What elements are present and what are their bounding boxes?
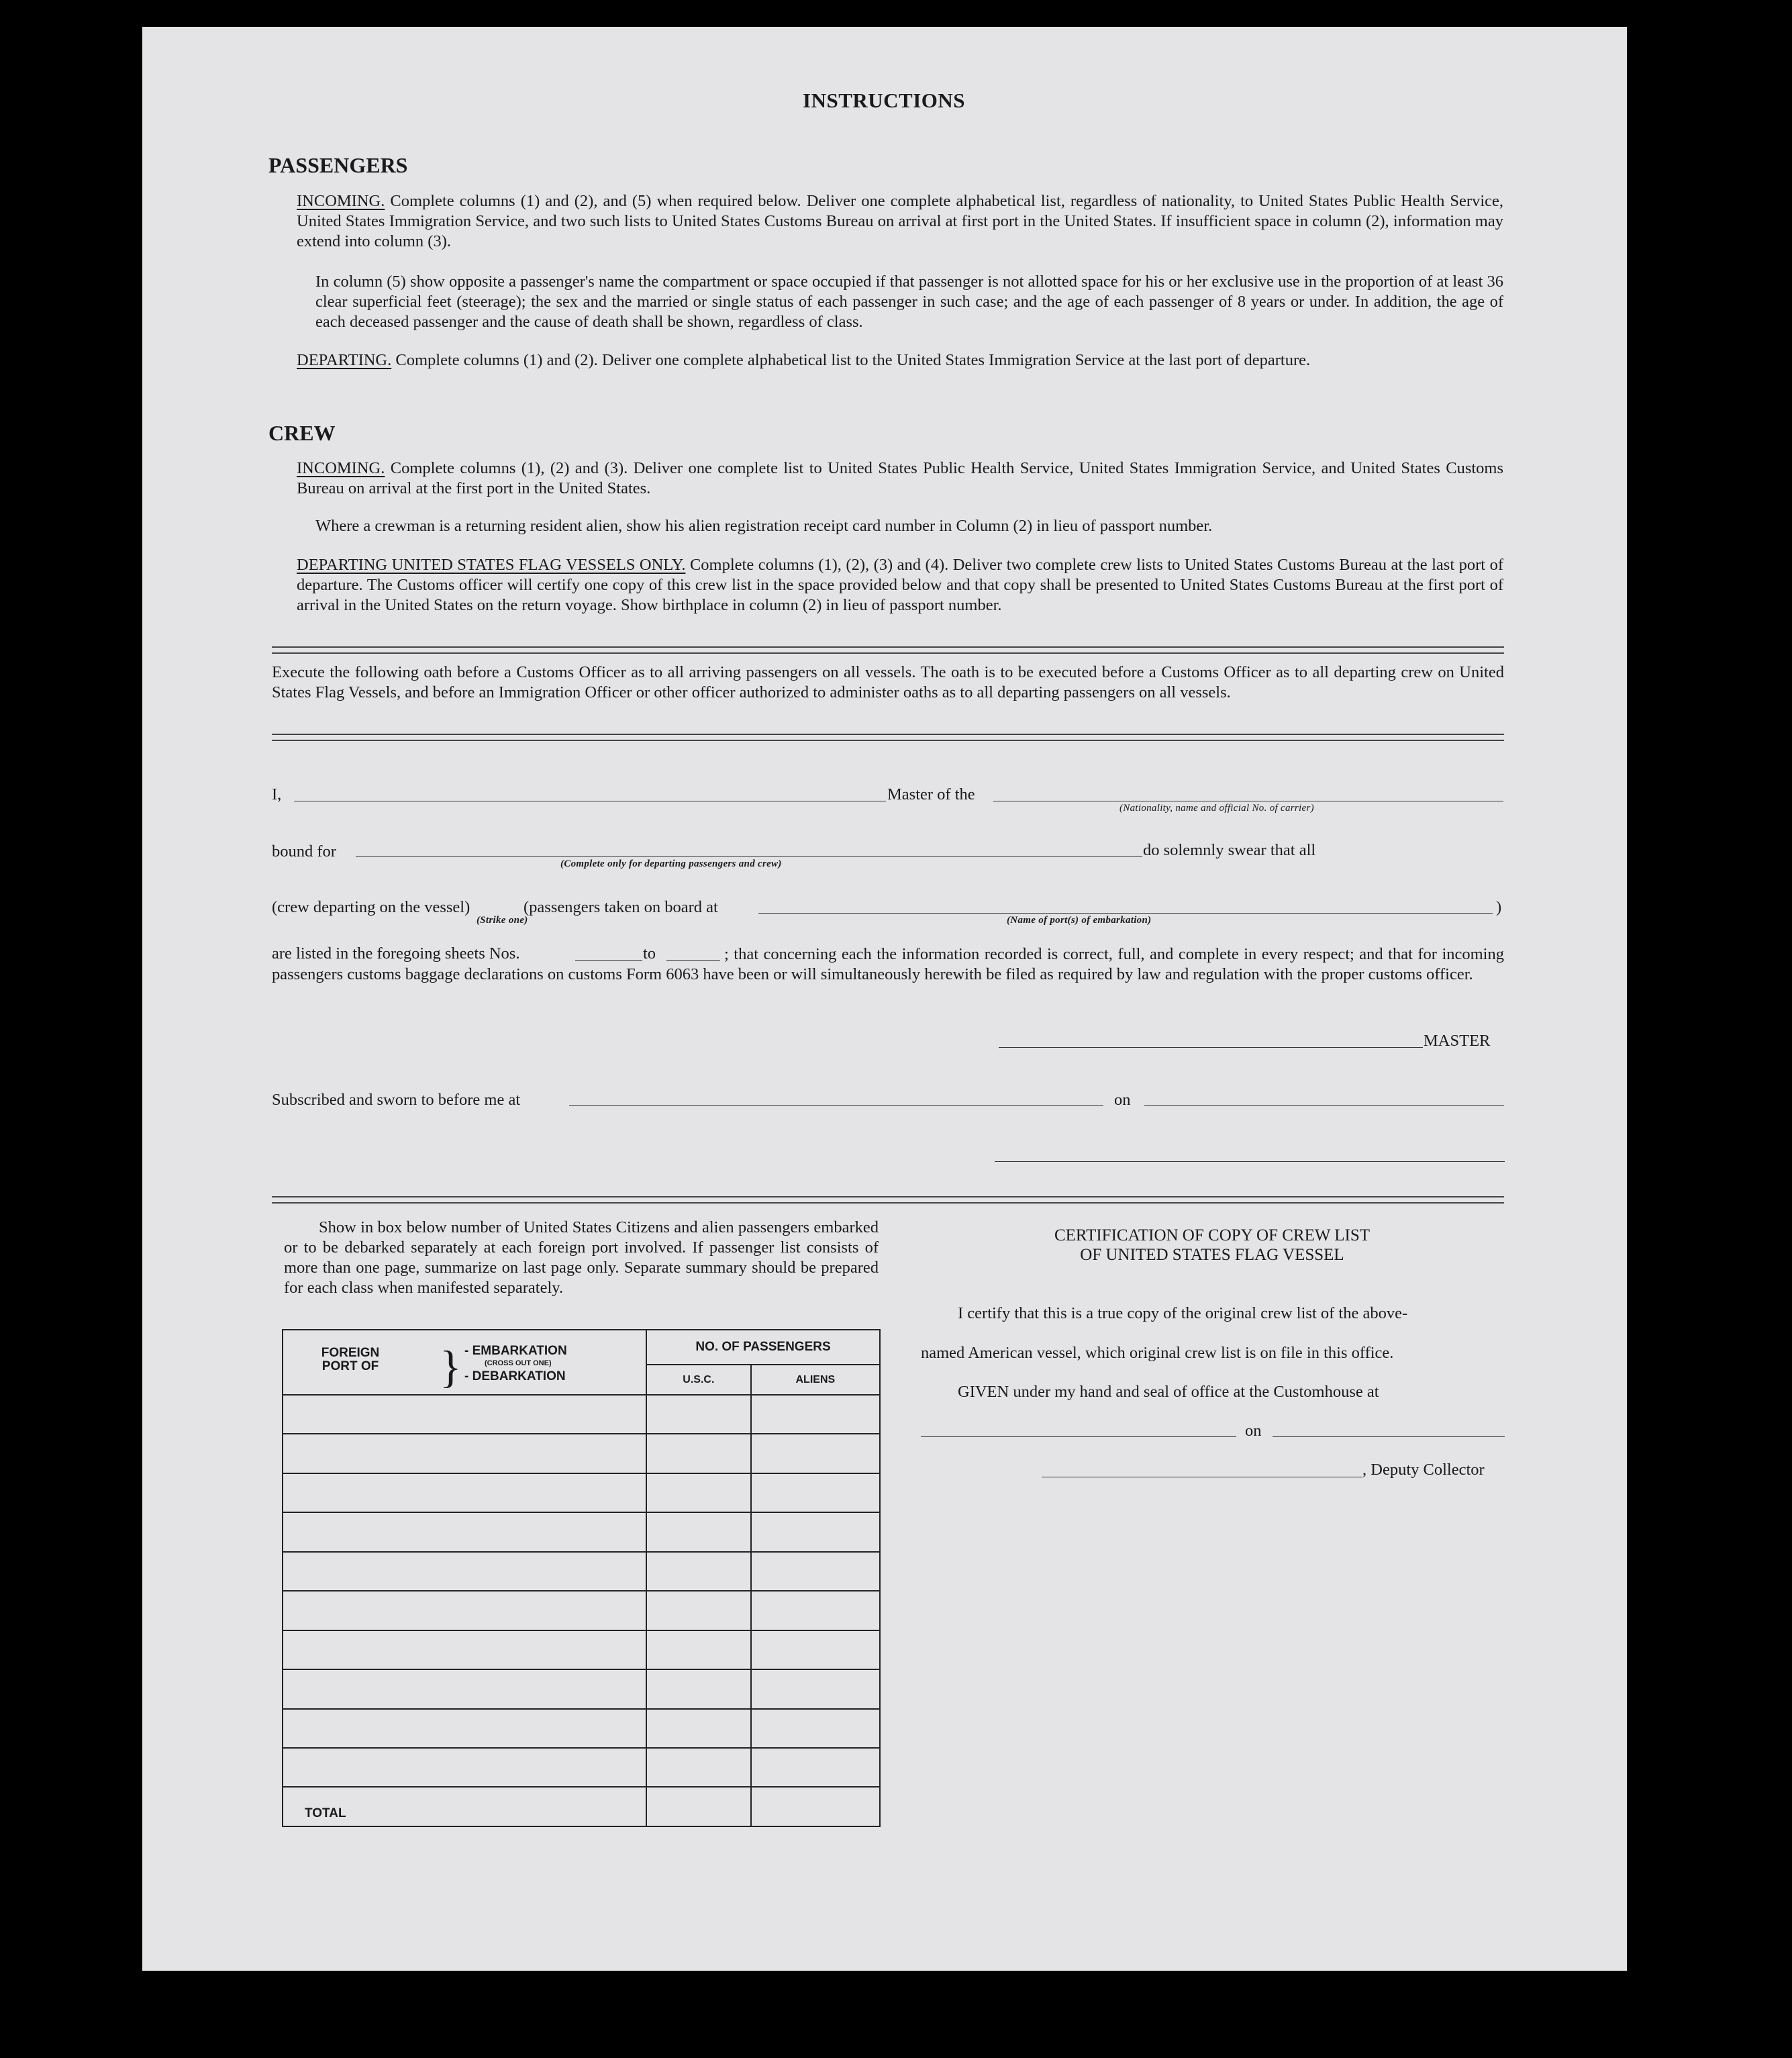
usc-cell[interactable] bbox=[646, 1473, 751, 1512]
oath-intro-paragraph: Execute the following oath before a Customs Officer as to all arriving passengers on all vessels. The oath is to be executed before a Customs Officer as to all departing crew on United States Flag Vessels, and before an Immigration Officer or other officer authorized to administer oaths as to all departing passengers on all vessels. bbox=[272, 663, 1504, 701]
brace-glyph: } bbox=[440, 1341, 462, 1392]
usc-cell[interactable] bbox=[646, 1630, 751, 1669]
certification-date-field[interactable] bbox=[1273, 1436, 1505, 1437]
passengers-incoming-text: Complete columns (1) and (2), and (5) when required below. Deliver one complete alphabetical list, regardless of nationality, to United States Public Health Service, United States Immigration Service, and two such lists to United States Customs Bureau on arrival at first port in the United States. If insufficient space in column (2), information may extend into column (3). bbox=[297, 192, 1504, 250]
sworn-place-field[interactable] bbox=[569, 1105, 1103, 1106]
master-of-the-label: Master of the bbox=[887, 785, 975, 803]
crew-resident-paragraph: Where a crewman is a returning resident alien, show his alien registration receipt card number in Column (2) in lieu of passport number. bbox=[315, 517, 1213, 535]
port-cell[interactable] bbox=[283, 1473, 646, 1512]
embarkation-port-field[interactable] bbox=[758, 913, 1493, 914]
passenger-summary-table bbox=[282, 1329, 881, 1827]
sworn-on-label: on bbox=[1114, 1091, 1131, 1109]
crew-departing-label: DEPARTING UNITED STATES FLAG VESSELS ONLY. bbox=[297, 556, 686, 574]
crew-departing-option[interactable]: (crew departing on the vessel) bbox=[272, 898, 470, 916]
bound-for-label: bound for bbox=[272, 842, 336, 861]
usc-header: U.S.C. bbox=[646, 1365, 751, 1394]
deputy-collector-label: , Deputy Collector bbox=[1362, 1461, 1485, 1479]
total-label: TOTAL bbox=[283, 1787, 646, 1826]
usc-cell[interactable] bbox=[646, 1395, 751, 1434]
port-cell[interactable] bbox=[283, 1709, 646, 1748]
aliens-cell[interactable] bbox=[751, 1512, 880, 1551]
complete-only-note: (Complete only for departing passengers and crew) bbox=[560, 859, 782, 869]
foreign-port-of-label: FOREIGN PORT OF bbox=[321, 1346, 380, 1373]
certification-line-2: named American vessel, which original crew list is on file in this office. bbox=[921, 1344, 1394, 1362]
foreign-port-header bbox=[283, 1330, 646, 1395]
master-label: MASTER bbox=[1424, 1032, 1491, 1050]
aliens-total-cell[interactable] bbox=[751, 1787, 880, 1826]
passengers-incoming-label: INCOMING. bbox=[297, 192, 385, 210]
usc-total-cell[interactable] bbox=[646, 1787, 751, 1826]
double-rule-oath bbox=[272, 734, 1504, 741]
certification-heading-2: OF UNITED STATES FLAG VESSEL bbox=[1080, 1246, 1344, 1264]
port-cell[interactable] bbox=[283, 1669, 646, 1708]
debarkation-label: - DEBARKATION bbox=[464, 1369, 566, 1383]
port-cell[interactable] bbox=[283, 1512, 646, 1551]
certification-line-3: GIVEN under my hand and seal of office at the Customhouse at bbox=[958, 1383, 1379, 1401]
passengers-departing-paragraph bbox=[297, 350, 1503, 371]
port-cell[interactable] bbox=[283, 1630, 646, 1669]
crew-departing-text: Complete columns (1), (2), (3) and (4). Deliver two complete crew lists to United States Customs Bureau at the last port of departure. The Customs officer will certify one copy of this crew list in the space provided below and that copy shall be presented to United States Customs Bureau at the first port of arrival in the United States on the return voyage. Show birthplace in column (2) in lieu of passport number. bbox=[297, 556, 1503, 614]
usc-cell[interactable] bbox=[646, 1591, 751, 1630]
usc-cell[interactable] bbox=[646, 1748, 751, 1787]
port-cell[interactable] bbox=[283, 1591, 646, 1630]
crew-incoming-label: INCOMING. bbox=[297, 459, 385, 477]
usc-cell[interactable] bbox=[646, 1709, 751, 1748]
oath-body-paragraph: ; that concerning each the information recorded is correct, full, and complete in every respect; and that for incoming passengers customs baggage declarations on customs Form 6063 have been or will simultaneously herewith be filed as required by law and regulation with the proper customs officer. bbox=[272, 945, 1504, 983]
aliens-cell[interactable] bbox=[751, 1748, 880, 1787]
certification-on-label: on bbox=[1245, 1422, 1262, 1440]
aliens-cell[interactable] bbox=[751, 1669, 880, 1708]
page-title: INSTRUCTIONS bbox=[803, 89, 966, 112]
cross-out-label: (CROSS OUT ONE) bbox=[485, 1359, 552, 1367]
aliens-cell[interactable] bbox=[751, 1434, 880, 1473]
passengers-column5-paragraph: In column (5) show opposite a passenger's name the compartment or space occupied if that passenger is not allotted space for his or her exclusive use in the proportion of at least 36 clear superficial feet (steerage); the sex and the married or single status of each passenger in such case; and the age of each passenger of 8 years or under. In addition, the age of each deceased passenger and the cause of death shall be shown, regardless of class. bbox=[315, 273, 1503, 331]
aliens-cell[interactable] bbox=[751, 1552, 880, 1591]
crew-incoming-paragraph bbox=[297, 458, 1503, 499]
passengers-incoming-paragraph bbox=[297, 191, 1503, 252]
close-paren: ) bbox=[1496, 898, 1502, 916]
port-cell[interactable] bbox=[283, 1434, 646, 1473]
carrier-note: (Nationality, name and official No. of carrier) bbox=[1119, 803, 1314, 814]
passengers-departing-text: Complete columns (1) and (2). Deliver one complete alphabetical list to the United States Immigration Service at the last port of departure. bbox=[395, 351, 1311, 369]
subscribed-label: Subscribed and sworn to before me at bbox=[272, 1091, 521, 1109]
passengers-taken-option[interactable]: (passengers taken on board at bbox=[524, 898, 718, 916]
port-cell[interactable] bbox=[283, 1552, 646, 1591]
crew-incoming-text: Complete columns (1), (2) and (3). Deliver one complete list to United States Public Health Service, United States Immigration Service, and United States Customs Bureau on arrival at the first port in the United States. bbox=[297, 459, 1504, 497]
destination-field[interactable] bbox=[356, 856, 1142, 857]
oath-i-label: I, bbox=[272, 785, 282, 803]
usc-cell[interactable] bbox=[646, 1512, 751, 1551]
solemnly-swear-label: do solemnly swear that all bbox=[1143, 841, 1316, 859]
officer-signature-field[interactable] bbox=[995, 1161, 1505, 1162]
aliens-cell[interactable] bbox=[751, 1591, 880, 1630]
sworn-date-field[interactable] bbox=[1144, 1105, 1504, 1106]
usc-cell[interactable] bbox=[646, 1434, 751, 1473]
aliens-cell[interactable] bbox=[751, 1709, 880, 1748]
summary-instructions: Show in box below number of United States Citizens and alien passengers embarked or to be debarked separately at each foreign port involved. If passenger list consists of more than one page, summarize on last page only. Separate summary should be prepared for each class when manifested separately. bbox=[284, 1218, 879, 1297]
aliens-cell[interactable] bbox=[751, 1395, 880, 1434]
crew-heading: CREW bbox=[268, 421, 336, 445]
aliens-cell[interactable] bbox=[751, 1473, 880, 1512]
crew-departing-paragraph bbox=[297, 555, 1503, 616]
no-of-passengers-header: NO. OF PASSENGERS bbox=[646, 1330, 880, 1365]
listed-sheets-label: are listed in the foregoing sheets Nos. bbox=[272, 944, 520, 963]
usc-cell[interactable] bbox=[646, 1552, 751, 1591]
listed-to-label: to bbox=[643, 944, 656, 963]
aliens-header: ALIENS bbox=[751, 1365, 880, 1394]
strike-one-note: (Strike one) bbox=[477, 915, 528, 926]
master-signature-field[interactable] bbox=[999, 1047, 1423, 1048]
port-cell[interactable] bbox=[283, 1395, 646, 1434]
aliens-cell[interactable] bbox=[751, 1630, 880, 1669]
passengers-departing-label: DEPARTING. bbox=[297, 351, 392, 369]
certification-heading-1: CERTIFICATION OF COPY OF CREW LIST bbox=[1054, 1226, 1371, 1244]
embarkation-label: - EMBARKATION bbox=[464, 1344, 567, 1358]
usc-cell[interactable] bbox=[646, 1669, 751, 1708]
certification-line-1: I certify that this is a true copy of the original crew list of the above- bbox=[958, 1304, 1408, 1322]
passengers-heading: PASSENGERS bbox=[268, 153, 408, 177]
double-rule-bottom bbox=[272, 1196, 1504, 1204]
customhouse-field[interactable] bbox=[921, 1436, 1236, 1437]
double-rule-top bbox=[272, 646, 1504, 654]
port-note: (Name of port(s) of embarkation) bbox=[1007, 915, 1152, 926]
port-cell[interactable] bbox=[283, 1748, 646, 1787]
